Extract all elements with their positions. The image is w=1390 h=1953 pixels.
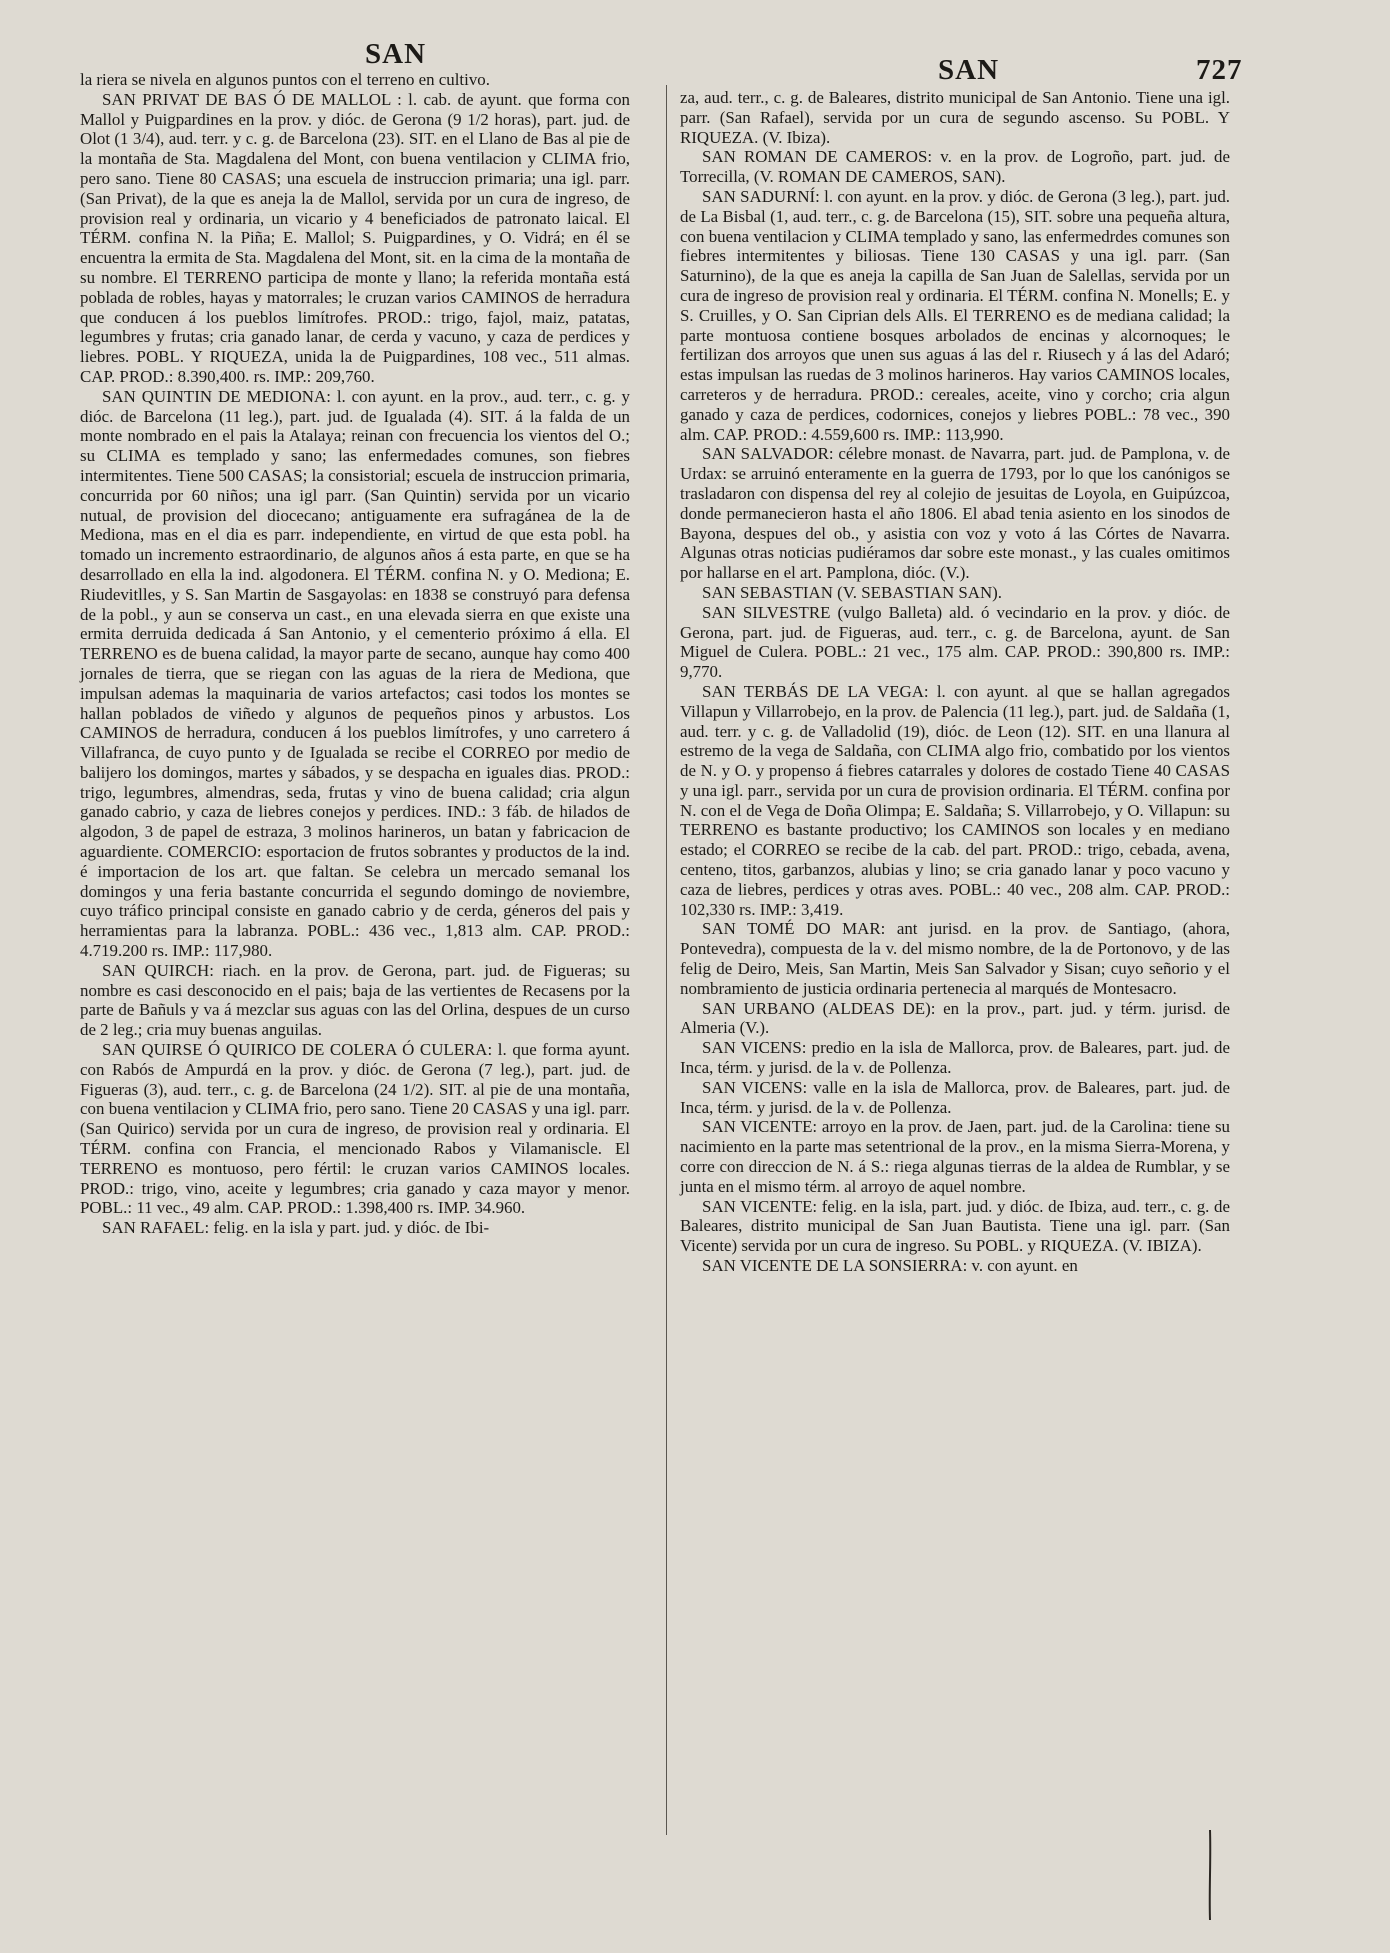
entry-san-terbas: SAN TERBÁS DE LA VEGA: l. con ayunt. al que se hallan agregados Villapun y Villarrobejo, en la prov. de Palencia (11 leg.), part. jud. de Saldaña (1, aud. terr. y c. g. de Valladolid (19), dióc. de Leon (12). SIT. en una llanura al estremo de la vega de Saldaña, con CLIMA algo frio, combatido por los vientos de N. y O. y propenso á fiebres catarrales y dolores de costado Tiene 40 CASAS y una igl. parr., servida por un cura de provision ordinaria. El TÉRM. confina por N. con el de Vega de Doña Olimpa; E. Saldaña; S. Villarrobejo, y O. Villapun: su TERRENO es bastante productivo; los CAMINOS son locales y en mediano estado; el CORREO se recibe de la cab. del part. PROD.: trigo, cebada, avena, centeno, titos, garbanzos, alubias y lino; se cria ganado lanar y poco vacuno y caza de liebres, perdices y otras aves. POBL.: 40 vec., 208 alm. CAP. PROD.: 102,330 rs. IMP.: 3,419. — [680, 681, 1230, 919]
entry-san-silvestre: SAN SILVESTRE (vulgo Balleta) ald. ó vecindario en la prov. y dióc. de Gerona, part. jud. de Figueras, aud. terr., c. g. de Barcelona, ayunt. de San Miguel de Culera. POBL.: 21 vec., 175 alm. CAP. PROD.: 390,800 rs. IMP.: 9,770. — [680, 602, 1230, 682]
entry-san-privat: SAN PRIVAT DE BAS Ó DE MALLOL : l. cab. de ayunt. que forma con Mallol y Puigpardines en la prov. y dióc. de Gerona (9 1/2 horas), part. jud. de Olot (1 3/4), aud. terr. y c. g. de Barcelona (23). SIT. en el Llano de Bas al pie de la montaña de Sta. Magdalena del Mont, con buena ventilacion y CLIMA frio, pero sano. Tiene 80 CASAS; una escuela de instruccion primaria; una igl. parr. (San Privat), de la que es aneja la de Mallol, servida por un cura de ingreso, de provision real y ordinaria, un vicario y 4 beneficiados de patronato laical. El TÉRM. confina N. la Piña; E. Mallol; S. Puigpardines, y O. Vidrá; en él se encuentra la ermita de Sta. Magdalena del Mont, sit. en la cima de la montaña de su nombre. El TERRENO participa de monte y llano; la referida montaña está poblada de robles, hayas y matorrales; le cruzan varios CAMINOS de herradura que conducen á los pueblos limítrofes. PROD.: trigo, fajol, maiz, patatas, legumbres y frutas; cria ganado lanar, de cerda y vacuno, y caza de perdices y liebres. POBL. Y RIQUEZA, unida la de Puigpardines, 108 vec., 511 almas. CAP. PROD.: 8.390,400. rs. IMP.: 209,760. — [80, 89, 630, 386]
entry-san-rafael: SAN RAFAEL: felig. en la isla y part. jud. y dióc. de Ibi- — [102, 1218, 490, 1238]
entry-san-vicente-felig: SAN VICENTE: felig. en la isla, part. jud. y dióc. de Ibiza, aud. terr., c. g. de Baleares, distrito municipal de San Juan Bautista. Tiene una igl. parr. (San Vicente) servida por un cura de ingreso. Su POBL. y RIQUEZA. (V. IBIZA). — [680, 1196, 1230, 1256]
entry-san-vicens-predio: SAN VICENS: predio en la isla de Mallorca, prov. de Baleares, part. jud. de Inca, térm. y jurisd. de la v. de Pollenza. — [680, 1038, 1230, 1078]
left-column — [80, 70, 630, 1238]
entry-san-quintin: SAN QUINTIN DE MEDIONA: l. con ayunt. en la prov., aud. terr., c. g. y dióc. de Barcelona (11 leg.), part. jud. de Igualada (4). SIT. á la falda de un monte nombrado en el pais la Atalaya; reinan con frecuencia los vientos del O.; su CLIMA es templado y sano; las enfermedades comunes, son fiebres intermitentes. Tiene 500 CASAS; la consistorial; escuela de instruccion primaria, concurrida por 60 niños; una igl parr. (San Quintin) servida por un vicario nutual, de provision del diocecano; antiguamente era sufragánea de la de Mediona, mas en el dia es parr. independiente, en virtud de que esta pobl. ha tomado un incremento estraordinario, de algunos años á esta parte, en que se ha desarrollado en ella la ind. algodonera. El TÉRM. confina N. y O. Mediona; E. Riudevitlles, y S. San Martin de Sasgayolas: en 1838 se construyó para defensa de la pobl., y aun se conserva un cast., en una elevada sierra en que existe una ermita derruida dedicada á San Antonio, y el cementerio próximo á ella. El TERRENO es de buena calidad, la mayor parte de secano, aunque hay como 400 jornales de tierra, que se riegan con las aguas de la riera de Mediona, que impulsan ademas la maquinaria de varios artefactos; casi todos los montes se hallan poblados de viñedo y algunos de pequeños pinos y arbustos. Los CAMINOS de herradura, conducen á los pueblos limítrofes, y uno carretero á Villafranca, de cuyo punto y de Igualada se recibe el CORREO por medio de balijero los domingos, martes y sábados, y se despacha en iguales dias. PROD.: trigo, legumbres, almendras, seda, frutas y vino de buena calidad; cria algun ganado cabrio, y caza de liebres conejos y perdices. IND.: 3 fáb. de hilados de algodon, 3 de papel de estraza, 3 molinos harineros, un batan y fabricacion de aguardiente. COMERCIO: esportacion de frutos sobrantes y productos de la ind. é importacion de los art. que faltan. Se celebra un mercado semanal los domingos y una feria bastante concurrida el segundo domingo de noviembre, cuyo tráfico principal consiste en ganado cabrio y de cerda, géneros del pais y herramientas para la labranza. POBL.: 436 vec., 1,813 alm. CAP. PROD.: 4.719.200 rs. IMP.: 117,980. — [80, 386, 630, 961]
column-divider — [666, 85, 667, 1835]
page-number: 727 — [1196, 54, 1243, 86]
entry-san-roman: SAN ROMAN DE CAMEROS: v. en la prov. de Logroño, part. jud. de Torrecilla, (V. ROMAN DE CAMEROS, SAN). — [680, 147, 1230, 187]
entry-san-salvador: SAN SALVADOR: célebre monast. de Navarra, part. jud. de Pamplona, v. de Urdax: se arruinó enteramente en la guerra de 1793, por lo que los canónigos se trasladaron con dispensa del rey al colejio de jesuitas de Loyola, en Guipúzcoa, donde permanecieron hasta el año 1806. El abad tenia asiento en los sinodos de Bayona, despues del ob., y asistia con voz y voto á las Córtes de Navarra. Algunas otras noticias pudiéramos dar sobre este monast., y las cuales omitimos por hallarse en el art. Pamplona, dióc. (V.). — [680, 444, 1230, 583]
running-head-left: SAN — [365, 38, 427, 70]
entry-san-urbano: SAN URBANO (ALDEAS DE): en la prov., part. jud. y térm. jurisd. de Almeria (V.). — [680, 998, 1230, 1038]
right-column — [680, 88, 1230, 1276]
entry-san-sebastian: SAN SEBASTIAN (V. SEBASTIAN SAN). — [702, 582, 1002, 602]
entry-san-rafael-cont: za, aud. terr., c. g. de Baleares, distrito municipal de San Antonio. Tiene una igl. parr. (San Rafael), servida por un cura de segundo ascenso. Su POBL. Y RIQUEZA. (V. Ibiza). — [680, 88, 1230, 147]
entry-san-quirse: SAN QUIRSE Ó QUIRICO DE COLERA Ó CULERA: l. que forma ayunt. con Rabós de Ampurdá en la prov. y dióc. de Gerona (7 leg.), part. jud. de Figueras (3), aud. terr., c. g. de Barcelona (24 1/2). SIT. al pie de una montaña, con buena ventilacion y CLIMA frio, pero sano. Tiene 20 CASAS y una igl. parr. (San Quirico) servida por un cura de ingreso, de provision real y ordinaria. El TÉRM. confina con Francia, el mencionado Rabos y Vilamaniscle. El TERRENO es montuoso, pero fértil: le cruzan varios CAMINOS locales. PROD.: trigo, vino, aceite y legumbres; cria ganado y caza mayor y menor. POBL.: 11 vec., 49 alm. CAP. PROD.: 1.398,400 rs. IMP. 34.960. — [80, 1040, 630, 1218]
entry-continuation: la riera se nivela en algunos puntos con el terreno en cultivo. — [80, 70, 490, 89]
entry-san-vicente-arroyo: SAN VICENTE: arroyo en la prov. de Jaen, part. jud. de la Carolina: tiene su nacimiento en la parte mas setentrional de la prov., en la misma Sierra-Morena, y corre con direccion de N. á S.: riega algunas tierras de la aldea de Rumblar, y se junta en el mismo térm. al arroyo de aquel nombre. — [680, 1117, 1230, 1196]
running-head-right: SAN — [938, 54, 1000, 86]
entry-san-vicens-valle: SAN VICENS: valle en la isla de Mallorca, prov. de Baleares, part. jud. de Inca, térm. y jurisd. de la v. de Pollenza. — [680, 1077, 1230, 1117]
entry-san-quirch: SAN QUIRCH: riach. en la prov. de Gerona, part. jud. de Figueras; su nombre es casi desconocido en el pais; baja de las vertientes de Recasens por la parte de Bañuls y va á mezclar sus aguas con las del Orlina, despues de un curso de 2 leg.; cria muy buenas anguilas. — [80, 960, 630, 1040]
entry-san-sadurni: SAN SADURNÍ: l. con ayunt. en la prov. y dióc. de Gerona (3 leg.), part. jud. de La Bisbal (1, aud. terr., c. g. de Barcelona (15), SIT. sobre una pequeña altura, con buena ventilacion y CLIMA templado y sano, las enfermedrdes comunes son fiebres intermitentes y biliosas. Tiene 130 CASAS y una igl. parr. (San Saturnino), de la que es aneja la capilla de San Juan de Salellas, servida por un cura de ingreso de provision real y ordinaria. El TÉRM. confina N. Monells; E. y S. Cruilles, y O. San Ciprian dels Alls. El TERRENO es de mediana calidad; la parte montuosa contiene bosques arbolados de encinas y alcornoques; le fertilizan dos arroyos que unen sus aguas á las del r. Riusech y á las del Adaró; estas impulsan las ruedas de 3 molinos harineros. Hay varios CAMINOS locales, carreteros y de herradura. PROD.: cereales, aceite, vino y corcho; cria algun ganado y caza de perdices, codornices, conejos y liebres POBL.: 78 vec., 390 alm. CAP. PROD.: 4.559,600 rs. IMP.: 113,990. — [680, 186, 1230, 444]
margin-ink-mark — [1208, 1830, 1212, 1920]
entry-san-vicente-sonsierra: SAN VICENTE DE LA SONSIERRA: v. con ayunt. en — [702, 1256, 1078, 1276]
entry-san-tome: SAN TOMÉ DO MAR: ant jurisd. en la prov. de Santiago, (ahora, Pontevedra), compuesta de la v. del mismo nombre, de la de Portonovo, y de las felig de Deiro, Meis, San Martin, Meis San Salvador y Sisan; cuyo señorio y el nombramiento de justicia ordinaria pertenecia al marqués de Montesacro. — [680, 919, 1230, 998]
